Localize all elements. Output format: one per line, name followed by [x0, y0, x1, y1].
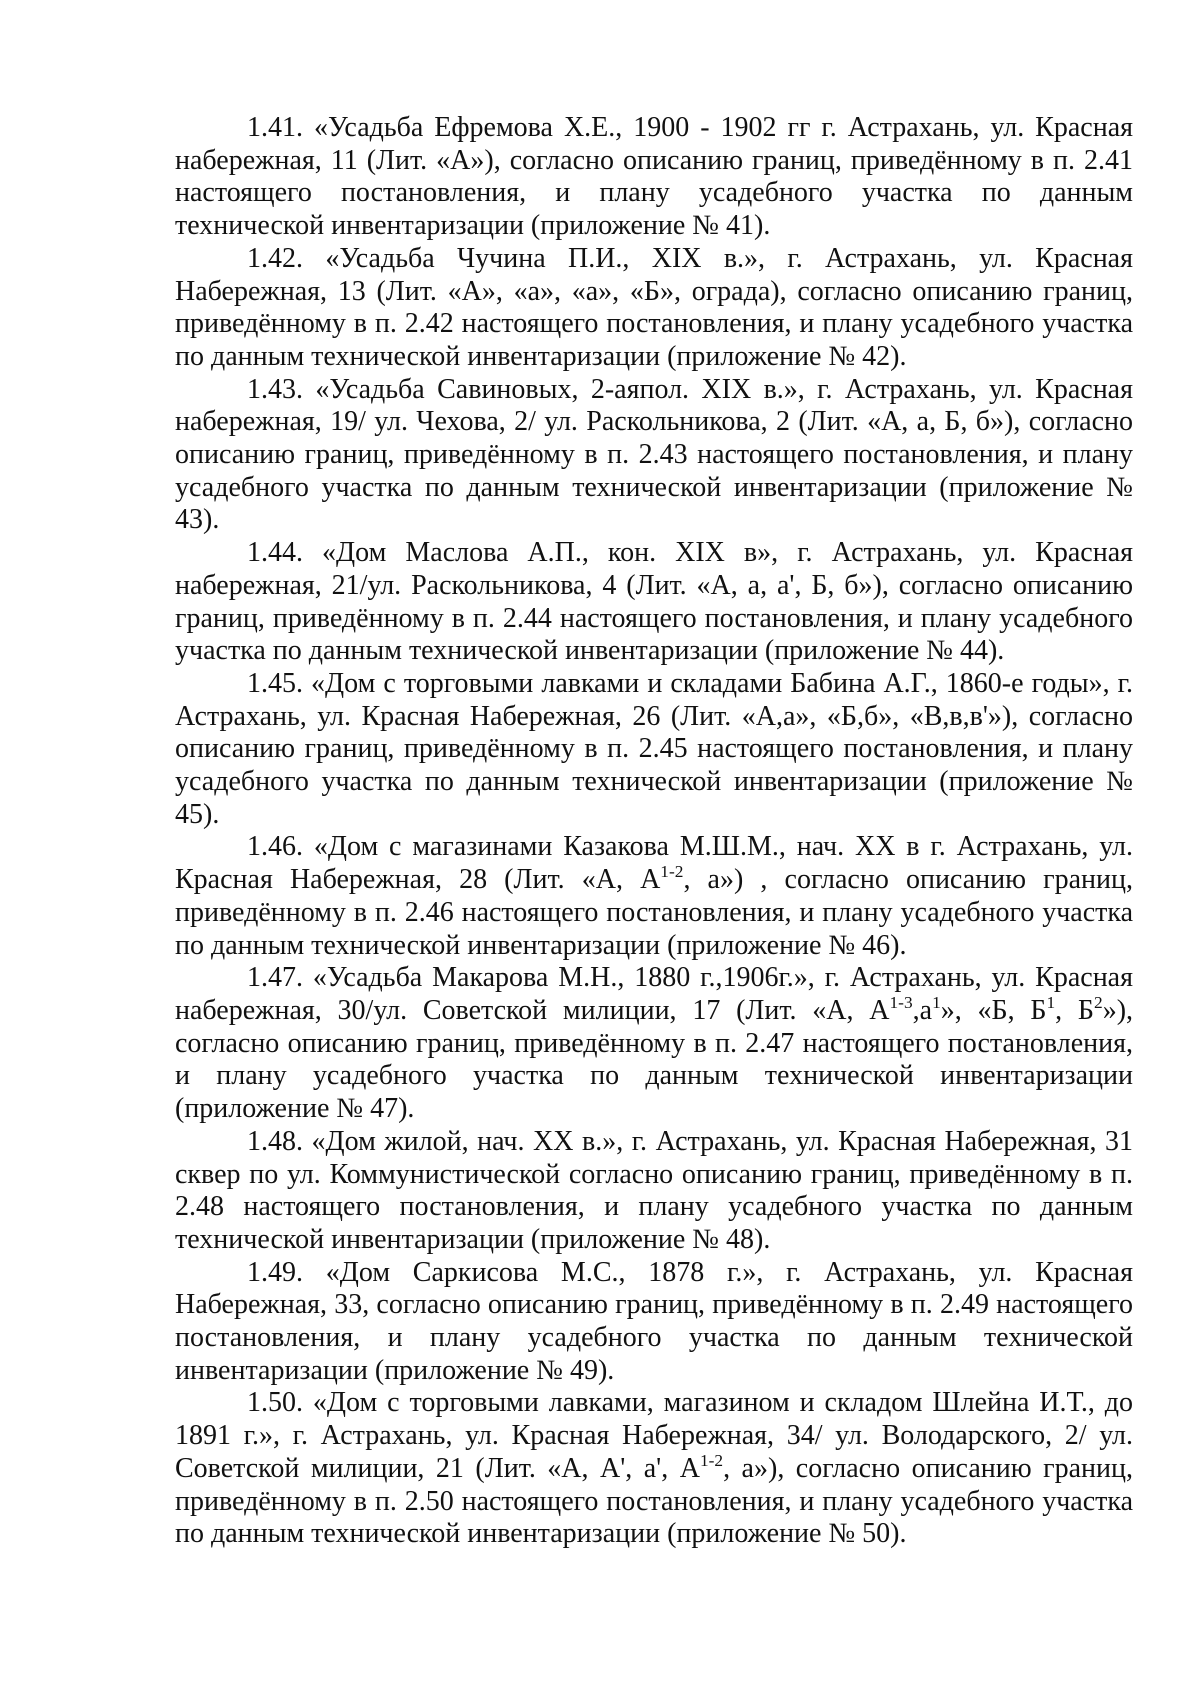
- paragraph-text: , а»), согласно описанию границ, приведённому в п. 2.50 настоящего постановления, и плану усадебного участка по данным технической инвентаризации (приложение № 50).: [175, 1452, 1133, 1550]
- paragraph-1-49: [175, 1257, 1133, 1388]
- superscript: 1: [1046, 992, 1056, 1012]
- paragraph-text: 1.43. «Усадьба Савиновых, 2-аяпол. XIX в.», г. Астрахань, ул. Красная набережная, 19/ ул. Чехова, 2/ ул. Раскольникова, 2 (Лит. «А, а, Б, б»), согласно описанию границ, приведённому в п. 2.43 настоящего постановления, и плану усадебного участка по данным технической инвентаризации (приложение № 43).: [175, 373, 1133, 536]
- paragraph-text: 1.42. «Усадьба Чучина П.И., XIX в.», г. Астрахань, ул. Красная Набережная, 13 (Лит. «А», «а», «а», «Б», ограда), согласно описанию границ, приведённому в п. 2.42 настоящего постановления, и плану усадебного участка по данным технической инвентаризации (приложение № 42).: [175, 242, 1133, 372]
- paragraph-text: 1.47. «Усадьба Макарова М.Н., 1880 г.,1906г.», г. Астрахань, ул. Красная набережная, 30/ул. Советской милиции, 17 (Лит. «А, А: [175, 962, 1133, 1026]
- paragraph-1-48: [175, 1126, 1133, 1257]
- paragraph-1-47: [175, 962, 1133, 1126]
- paragraph-1-41: [175, 112, 1133, 243]
- paragraph-1-43: [175, 374, 1133, 538]
- paragraph-text: 1.45. «Дом с торговыми лавками и складами Бабина А.Г., 1860-е годы», г. Астрахань, ул. Красная Набережная, 26 (Лит. «А,а», «Б,б», «В,в,в'»), согласно описанию границ, приведённому в п. 2.45 настоящего постановления, и плану усадебного участка по данным технической инвентаризации (приложение № 45).: [175, 667, 1133, 830]
- paragraph-1-46: [175, 831, 1133, 962]
- paragraph-1-45: [175, 668, 1133, 832]
- document-page: [175, 112, 1133, 1551]
- superscript: 2: [1094, 992, 1103, 1012]
- paragraph-1-42: [175, 243, 1133, 374]
- paragraph-text: , Б: [1055, 994, 1095, 1026]
- superscript: 1: [932, 992, 941, 1012]
- paragraph-text: 1.44. «Дом Маслова А.П., кон. XIX в», г. Астрахань, ул. Красная набережная, 21/ул. Раскольникова, 4 (Лит. «А, а, а', Б, б»), согласно описанию границ, приведённому в п. 2.44 настоящего постановления, и плану усадебного участка по данным технической инвентаризации (приложение № 44).: [175, 537, 1133, 667]
- paragraph-text: 1.49. «Дом Саркисова М.С., 1878 г.», г. Астрахань, ул. Красная Набережная, 33, согласно описанию границ, приведённому в п. 2.49 настоящего постановления, и плану усадебного участка по данным технической инвентаризации (приложение № 49).: [175, 1256, 1133, 1386]
- paragraph-text: 1.50. «Дом с торговыми лавками, магазином и складом Шлейна И.Т., до 1891 г.», г. Астрахань, ул. Красная Набережная, 34/ ул. Володарского, 2/ ул. Советской милиции, 21 (Лит. «А, А', а', А: [175, 1387, 1133, 1484]
- paragraph-text: 1.48. «Дом жилой, нач. XX в.», г. Астрахань, ул. Красная Набережная, 31 сквер по ул. Коммунистической согласно описанию границ, приведённому в п. 2.48 настоящего постановления, и плану усадебного участка по данным технической инвентаризации (приложение № 48).: [175, 1125, 1133, 1255]
- paragraph-text: 1.46. «Дом с магазинами Казакова М.Ш.М., нач. XX в г. Астрахань, ул. Красная Набережная, 28 (Лит. «А, А: [175, 831, 1133, 896]
- superscript: 1-2: [660, 861, 684, 881]
- paragraph-text: ,а: [912, 994, 933, 1026]
- paragraph-text: »), согласно описанию границ, приведённому в п. 2.47 настоящего постановления, и плану усадебного участка по данным технической инвентаризации (приложение № 47).: [175, 994, 1134, 1125]
- paragraph-text: », «Б, Б: [940, 994, 1047, 1026]
- paragraph-1-44: [175, 537, 1133, 668]
- paragraph-text: 1.41. «Усадьба Ефремова Х.Е., 1900 - 1902 гг г. Астрахань, ул. Красная набережная, 11 (Лит. «А»), согласно описанию границ, приведённому в п. 2.41 настоящего постановления, и плану усадебного участка по данным технической инвентаризации (приложение № 41).: [175, 112, 1133, 242]
- superscript: 1-2: [699, 1450, 724, 1470]
- paragraph-text: , а») , согласно описанию границ, приведённому в п. 2.46 настоящего постановления, и плану усадебного участка по данным технической инвентаризации (приложение № 46).: [175, 864, 1133, 961]
- paragraph-1-50: [175, 1387, 1133, 1551]
- superscript: 1-3: [889, 992, 913, 1012]
